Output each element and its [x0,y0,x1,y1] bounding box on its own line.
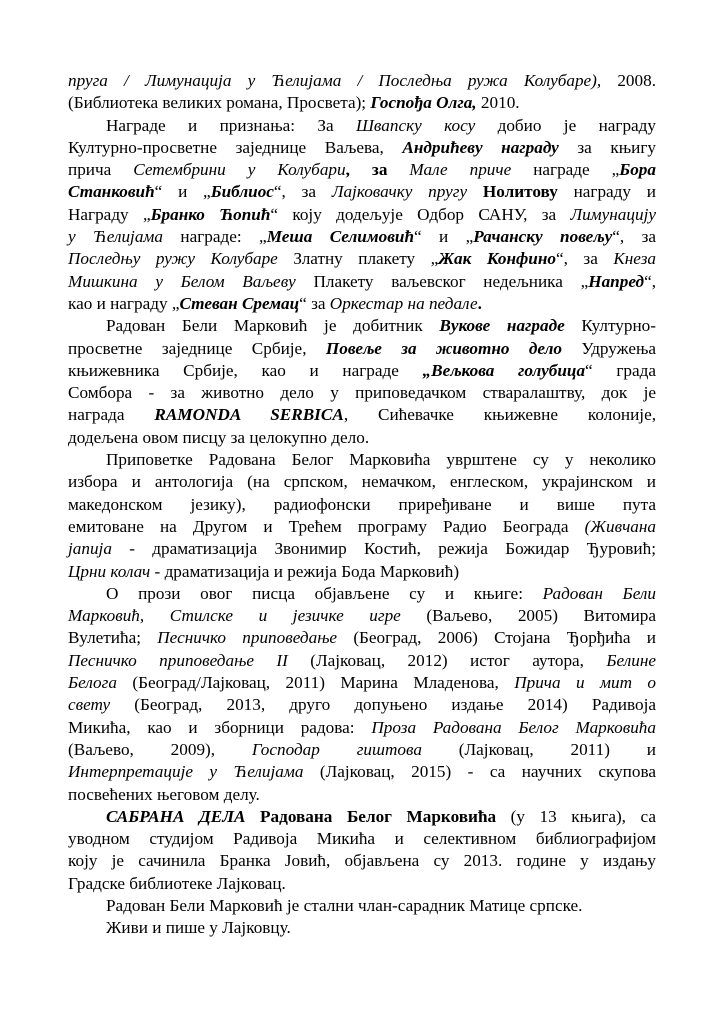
text-line [68,204,656,226]
text-span: “ и „ [154,182,211,202]
text-span: Андрићеву награду [402,137,559,157]
text-span: Микића, као и зборници радова: [68,717,372,737]
text-line [68,226,656,248]
text-span: 2008. [601,71,657,90]
text-span: (Лајковац, 2015) - са научних скупова [303,762,656,782]
text-line [68,850,656,872]
text-span: награда [68,405,155,425]
text-span: Повеље за животно дело [325,338,563,358]
text-span: Радован Бели [542,583,656,603]
text-span: Плакету ваљевског недељника „ [295,271,589,291]
text-span: Сомбора - за животно дело у приповедачком стваралаштву, док је [68,383,656,403]
text-span: Станковић [68,182,155,202]
text-span: RAMONDA SERBICA [154,405,344,425]
text-line [68,338,656,360]
text-span: (Ваљево, 2009), [68,739,252,759]
text-span: Песничко приповедање II [68,650,288,670]
text-span: Последњу ружу Колубаре [68,249,278,269]
text-line [68,404,656,426]
text-span: Мале приче [409,160,512,180]
text-span: Песничко приповедање [157,628,338,648]
text-span: Кнеза [613,249,657,269]
text-span: награду и [557,182,656,202]
text-span: (у 13 књига), са [496,806,656,826]
text-span: награде „ [511,160,620,180]
text-span: Господар гиштова [251,739,422,759]
text-span: избора и антологија (на српском, немачком, енглеском, украјинском и [68,472,656,492]
text-span: (Библиотека великих романа, Просвета); [68,93,371,113]
text-span: просветне заједнице Србије, [68,338,326,358]
text-line [68,761,656,783]
text-span: Лајковачку пругу [331,182,468,202]
text-line [68,427,656,449]
text-span: Рачанску повељу [473,227,613,247]
text-span: у Ћелијама [68,227,163,247]
text-span: Меша Селимовић [266,227,415,247]
text-span: (Лајковац, 2012) истог аутора, [287,650,607,670]
text-span: Златну плакету „ [277,249,439,269]
text-span: , за [345,160,410,180]
text-line [68,315,656,337]
text-line [68,248,656,270]
text-span: емитоване на Другом и Трећем програму Радио Београда [68,516,585,536]
text-span: добио је награду [475,115,657,135]
text-span: Госпођа Олга, [370,93,477,113]
paragraph-residence [68,917,656,939]
text-span: коју је сачинила Бранка Јовић, објављена су 2013. године у издању [68,851,656,871]
text-span: Вукове награде [439,316,565,336]
text-span: Марковић, Стилске и језичке игре [68,606,401,626]
text-span: прича [68,160,134,180]
text-line [68,828,656,850]
text-span: “ и „ [414,227,474,247]
text-line [68,494,656,516]
text-span: Мишкина у Белом Ваљеву [68,271,296,291]
text-span: - драматизација Звонимир Костић, режија Божидар Ђуровић; [111,539,656,559]
text-span: Културно-просветне заједнице Ваљева, [68,137,403,157]
text-span: уводном студијом Радивоја Микића и селективном библиографијом [68,829,656,849]
text-line [68,605,656,627]
text-line [68,650,656,672]
paragraph-collected-works [68,806,656,895]
text-span: свету [68,695,111,715]
text-span: (Лајковац, 2011) и [421,739,656,759]
paragraph-critical-books [68,583,656,806]
text-span: Живи и пише у Лајковцу. [106,918,291,938]
text-span: . [477,293,482,313]
text-span: (Ваљево, 2005) Витомира [400,606,656,626]
text-span: “, за [612,227,656,247]
text-span: Вулетића; [68,628,158,648]
text-line [68,917,656,939]
text-span: Библиос [210,182,274,202]
text-span: 2010. [476,93,520,113]
text-span: Сетембрини у Колубари [133,160,346,180]
text-span: Награде и признања: За [106,115,356,135]
text-span: Интерпретације у Ћелијама [68,762,304,782]
text-line [68,873,656,895]
text-line [68,739,656,761]
text-span: Културно- [564,316,656,336]
text-span: “, за [273,182,332,202]
text-span: Црни колач [68,561,151,581]
text-line [68,806,656,828]
text-span: награде: „ [163,227,267,247]
text-span: Удружења [562,338,657,358]
text-span: “ коју додељује Одбор САНУ, за [270,204,571,224]
text-span: књижевника Србије, као и награде [68,360,423,380]
text-span: Напред [588,271,645,291]
text-span: “ града [585,360,656,380]
text-line [68,115,656,137]
text-line [68,627,656,649]
text-span: Градске библиотеке Лајковац. [68,873,286,893]
text-line [68,159,656,181]
text-span: “, [644,271,656,291]
text-span: Нолитову [467,182,558,202]
text-span: Швапску косу [355,115,476,135]
text-span: Белога [68,673,117,693]
paragraph-awards [68,115,656,316]
paragraph-matica-member [68,895,656,917]
text-line [68,717,656,739]
text-line [68,360,656,382]
text-span: Бора [619,160,656,180]
text-line [68,583,656,605]
text-line [68,516,656,538]
text-span: Оркестар на педале [329,293,478,313]
text-span: “ за [299,293,330,313]
text-span: (Београд/Лајковац, 2011) Марина Младенова, [116,673,515,693]
text-span: додељена овом писцу за целокупно дело. [68,427,370,447]
text-line [68,672,656,694]
text-span: Прича и мит о [514,673,656,693]
text-span: О прози овог писца објављене су и књиге: [106,583,543,603]
text-span: САБРАНА ДЕЛА [106,806,246,826]
text-line [68,694,656,716]
text-line [68,538,656,560]
paragraph-major-awards [68,315,656,449]
text-line [68,895,656,917]
text-span: Радована Белог Марковића [245,806,497,826]
text-span: Бранко Ћопић [150,204,271,224]
text-span: Радован Бели Марковић је добитник [106,316,440,336]
text-span: Приповетке Радована Белог Марковића уврштене су у неколико [106,450,656,470]
text-span: Радован Бели Марковић је стални члан-сарадник Матице српске. [106,895,583,915]
text-span: Жак Конфино [438,249,556,269]
text-span: „Вељкова голубица [422,360,586,380]
paragraph-works-continued [68,70,656,115]
text-span: Награду „ [68,204,151,224]
text-line [68,271,656,293]
text-line [68,137,656,159]
text-line [68,471,656,493]
text-line [68,382,656,404]
text-line [68,449,656,471]
text-line [68,181,656,203]
text-span: као и награду „ [68,293,180,313]
text-span: македонском језику), радиофонски приређиване и више пута [68,494,656,514]
text-line [68,92,656,114]
text-span: , Сићевачке књижевне колоније, [343,405,657,425]
text-span: Белине [606,650,656,670]
text-span: “, за [555,249,614,269]
text-span: (Београд, 2013, друго допуњено издање 2014) Радивоја [110,695,656,715]
text-line [68,70,656,92]
text-span: (Живчана [584,516,656,536]
text-span: за књигу [558,137,656,157]
text-span: - драматизација и режија Бода Марковић) [150,561,460,581]
text-span: Проза Радована Белог Марковића [371,717,656,737]
text-line [68,561,656,583]
paragraph-anthologies [68,449,656,583]
text-span: пруга / Лимунација у Ћелијама / Последња ружа Колубаре), [68,71,602,90]
text-span: јапија [68,539,112,559]
text-span: Стеван Сремац [179,293,300,313]
text-span: посвећених његовом делу. [68,784,260,804]
text-span: (Београд, 2006) Стојана Ђорђића и [337,628,656,648]
text-span: Лимунацију [570,204,656,224]
text-line [68,784,656,806]
text-line [68,293,656,315]
